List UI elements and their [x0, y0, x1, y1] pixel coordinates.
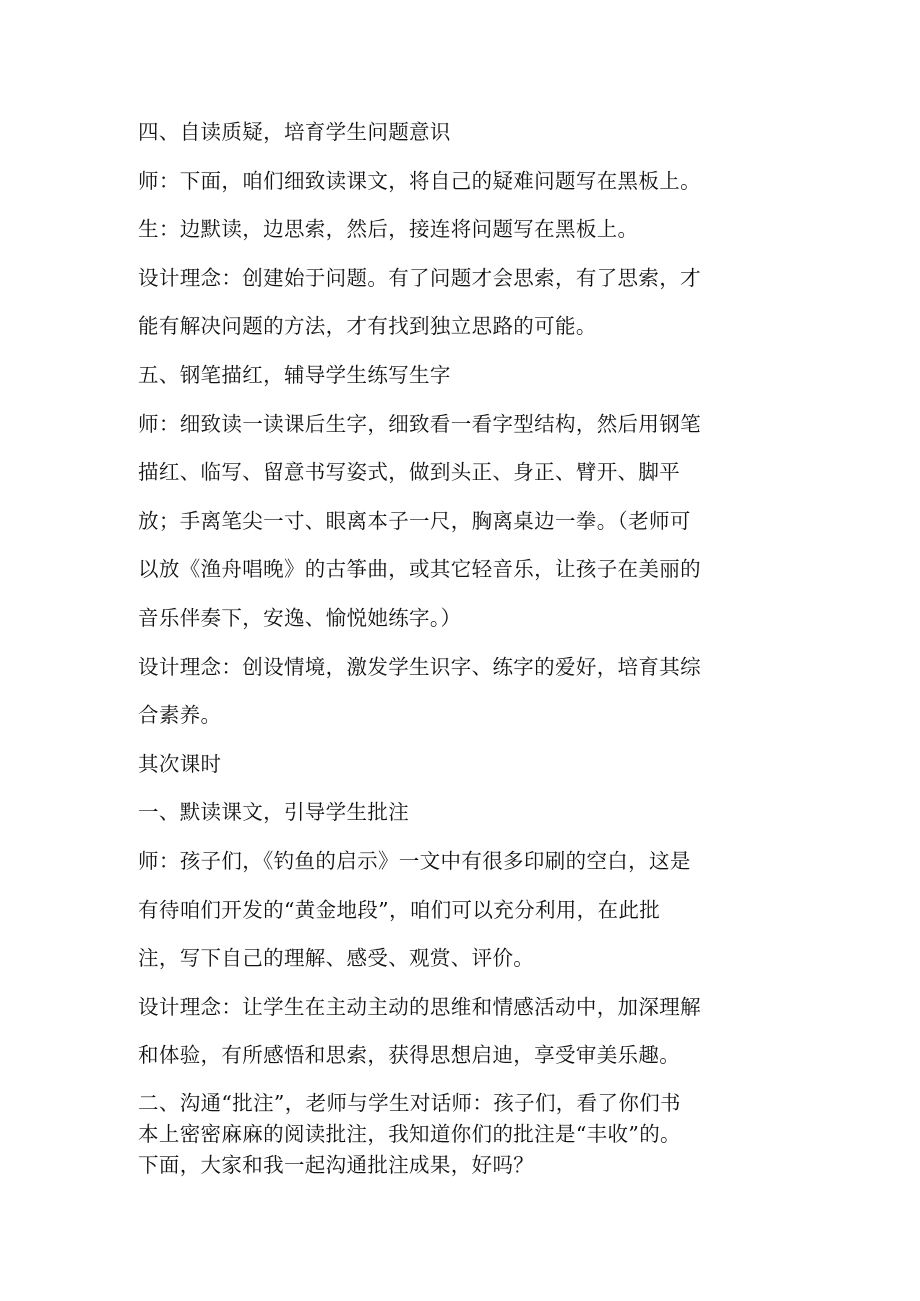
- paragraph-line: 描红、临写、留意书写姿式，做到头正、身正、臂开、脚平: [138, 460, 681, 485]
- paragraph-line: 设计理念：让学生在主动主动的思维和情感活动中，加深理解: [138, 994, 701, 1019]
- section-heading: 五、钢笔描红，辅导学生练写生字: [138, 362, 451, 387]
- document-body: [138, 108, 778, 1181]
- section-heading: 其次课时: [138, 751, 222, 776]
- section-heading: 二、沟通“批注”，老师与学生对话师：孩子们，看了你们书: [138, 1090, 681, 1115]
- paragraph-line: 和体验，有所感悟和思索，获得思想启迪，享受审美乐趣。: [138, 1043, 681, 1068]
- paragraph-line: 合素养。: [138, 703, 222, 728]
- paragraph-line: 设计理念：创设情境，激发学生识字、练字的爱好，培育其综: [138, 654, 701, 679]
- paragraph-line: 有待咱们开发的“黄金地段”，咱们可以充分利用，在此批: [138, 897, 661, 922]
- paragraph-line: 师：下面，咱们细致读课文，将自己的疑难问题写在黑板上。: [138, 168, 701, 193]
- paragraph-line: 能有解决问题的方法，才有找到独立思路的可能。: [138, 314, 597, 339]
- paragraph-line: 下面，大家和我一起沟通批注成果，好吗？: [138, 1152, 535, 1177]
- section-heading: 一、默读课文，引导学生批注: [138, 800, 410, 825]
- paragraph-line: 本上密密麻麻的阅读批注，我知道你们的批注是“丰收”的。: [138, 1121, 681, 1146]
- paragraph-line: 设计理念：创建始于问题。有了问题才会思索，有了思索，才: [138, 265, 701, 290]
- paragraph-line: 注，写下自己的理解、感受、观赏、评价。: [138, 946, 535, 971]
- paragraph-line: 师：孩子们，《钓鱼的启示》一文中有很多印刷的空白，这是: [138, 848, 691, 873]
- section-heading: 四、自读质疑，培育学生问题意识: [138, 120, 451, 144]
- paragraph-line: 以放《渔舟唱晚》的古筝曲，或其它轻音乐，让孩子在美丽的: [138, 557, 701, 582]
- paragraph-line: 放；手离笔尖一寸、眼离本子一尺，胸离桌边一拳。（老师可: [138, 508, 691, 533]
- paragraph-line: 音乐伴奏下，安逸、愉悦她练字。）: [138, 605, 462, 630]
- paragraph-line: 生：边默读，边思索，然后，接连将问题写在黑板上。: [138, 217, 639, 242]
- paragraph-line: 师：细致读一读课后生字，细致看一看字型结构，然后用钢笔: [138, 411, 701, 436]
